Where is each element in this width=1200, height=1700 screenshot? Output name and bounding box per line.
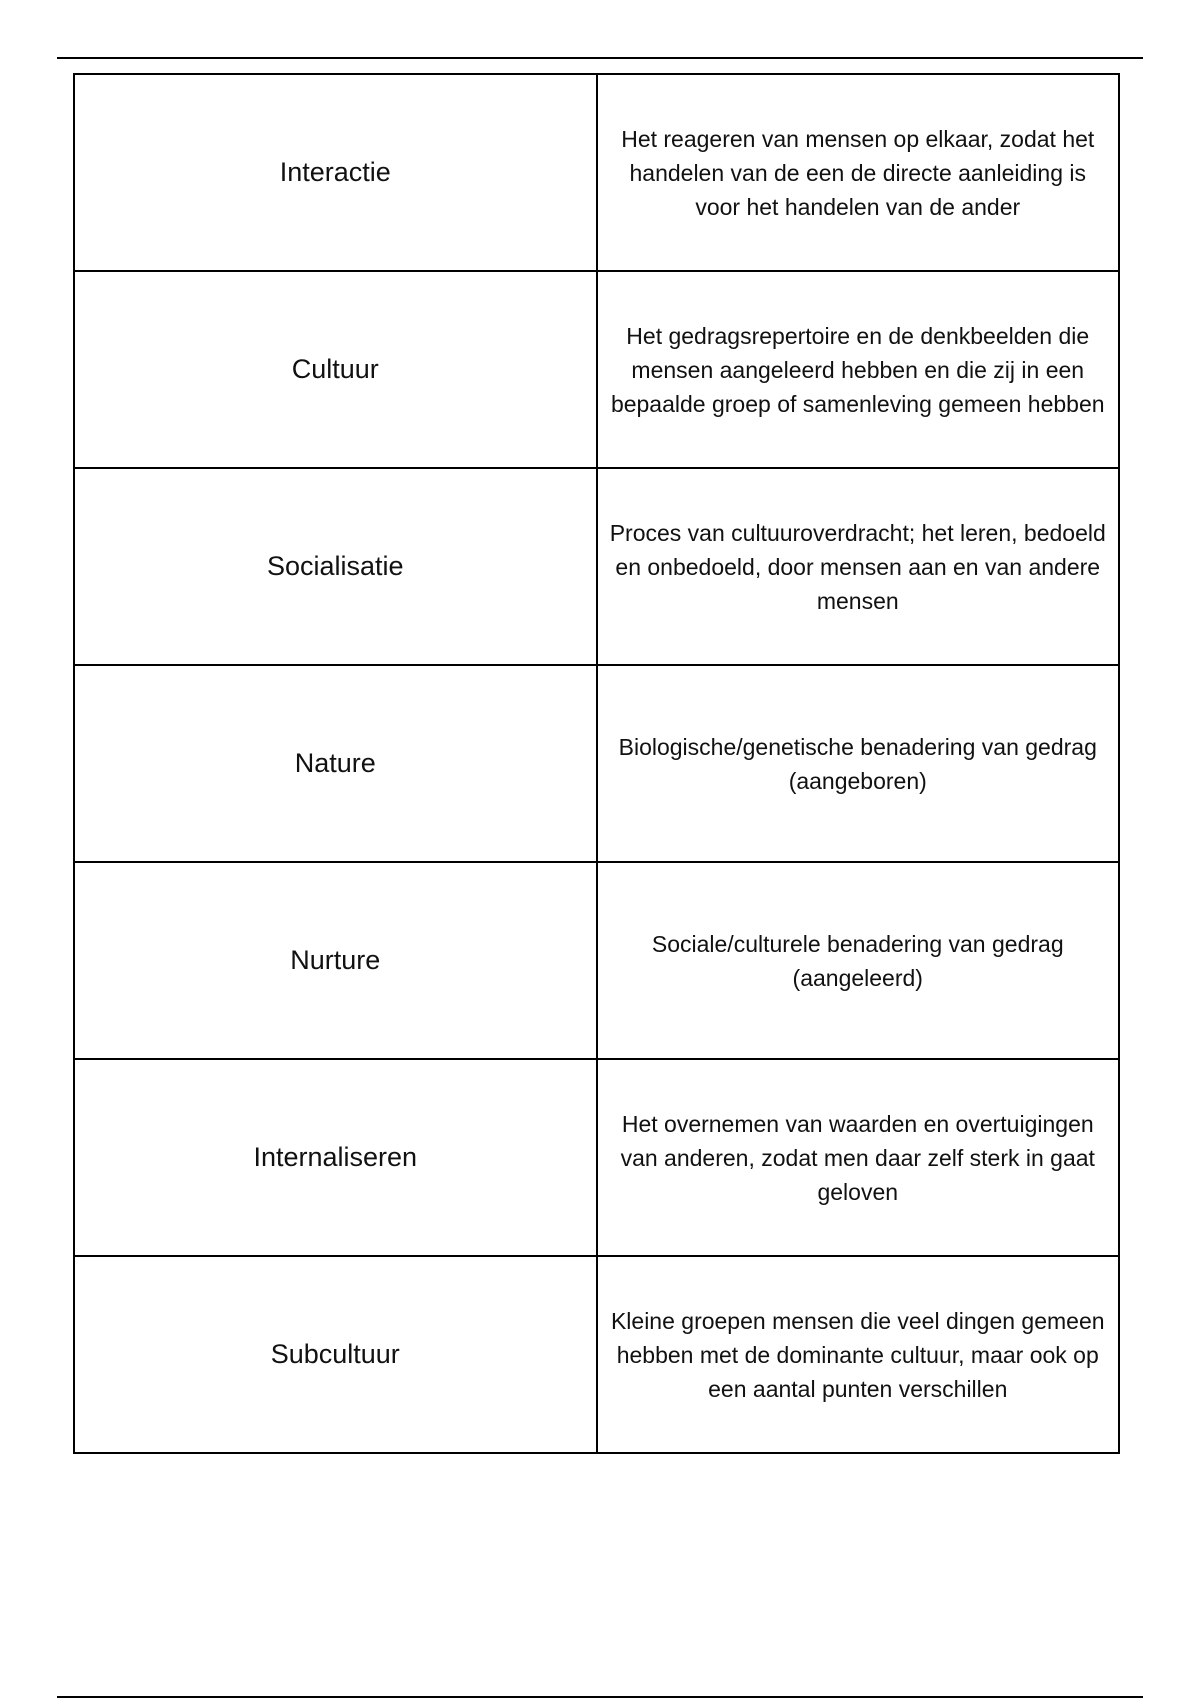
term-cell: Socialisatie — [74, 468, 597, 665]
definition-cell: Biologische/genetische benadering van gedrag (aangeboren) — [597, 665, 1120, 862]
table-row — [74, 862, 1119, 1059]
table-row — [74, 665, 1119, 862]
term-cell: Nature — [74, 665, 597, 862]
definition-cell: Kleine groepen mensen die veel dingen gemeen hebben met de dominante cultuur, maar ook op een aantal punten verschillen — [597, 1256, 1120, 1453]
table-row — [74, 271, 1119, 468]
definition-cell: Proces van cultuuroverdracht; het leren, bedoeld en onbedoeld, door mensen aan en van andere mensen — [597, 468, 1120, 665]
term-cell: Cultuur — [74, 271, 597, 468]
term-cell: Interactie — [74, 74, 597, 271]
flashcard-table — [73, 73, 1120, 1454]
header-rule — [57, 57, 1143, 59]
table-row — [74, 1256, 1119, 1453]
term-cell: Subcultuur — [74, 1256, 597, 1453]
table-row — [74, 468, 1119, 665]
definition-cell: Het gedragsrepertoire en de denkbeelden die mensen aangeleerd hebben en die zij in een bepaalde groep of samenleving gemeen hebben — [597, 271, 1120, 468]
term-cell: Nurture — [74, 862, 597, 1059]
definition-cell: Het overnemen van waarden en overtuigingen van anderen, zodat men daar zelf sterk in gaat geloven — [597, 1059, 1120, 1256]
definition-cell: Het reageren van mensen op elkaar, zodat het handelen van de een de directe aanleiding is voor het handelen van de ander — [597, 74, 1120, 271]
term-cell: Internaliseren — [74, 1059, 597, 1256]
table-row — [74, 1059, 1119, 1256]
table-row — [74, 74, 1119, 271]
definition-cell: Sociale/culturele benadering van gedrag (aangeleerd) — [597, 862, 1120, 1059]
footer-rule — [57, 1696, 1143, 1698]
